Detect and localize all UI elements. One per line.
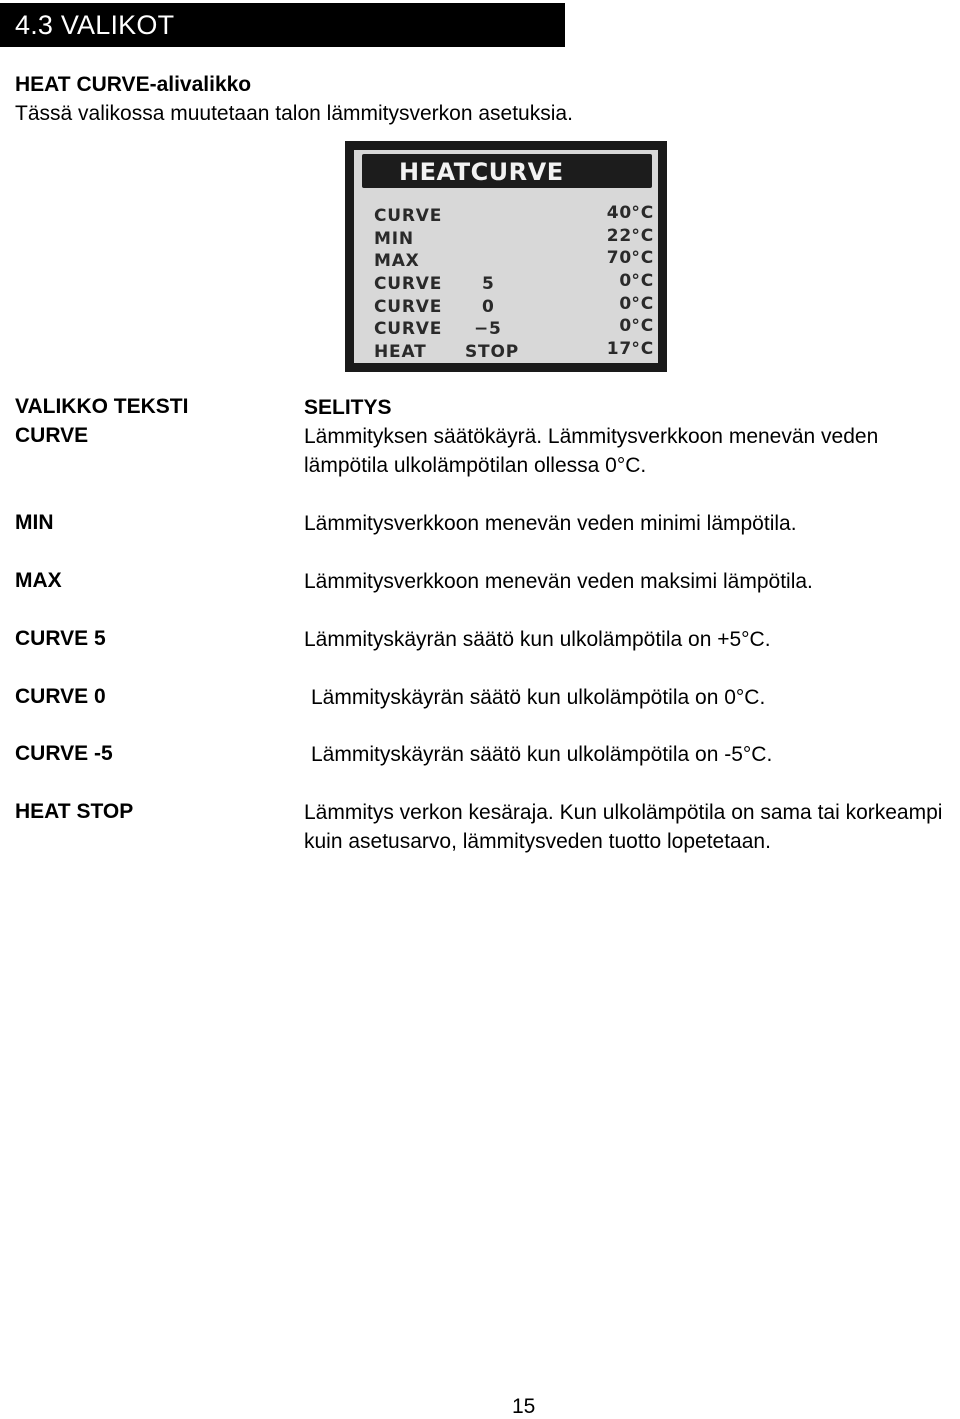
table-row-item: CURVE 0 [15,685,106,708]
lcd-row-value: 0 [619,271,632,291]
lcd-row-label: HEAT [374,342,427,362]
lcd-row-label: CURVE [374,274,443,294]
lcd-row-value: 17 [606,339,632,359]
celsius-icon: °C [631,294,654,314]
lcd-row [374,294,654,319]
lcd-row-param: 0 [482,297,495,317]
celsius-icon: °C [631,248,654,268]
section-title: 4.3 VALIKOT [15,10,175,40]
table-row-description: Lämmitysverkkoon menevän veden maksimi lämpötila. [304,570,813,593]
submenu-heading: HEAT CURVE-alivalikko [15,73,252,96]
lcd-row-value: 0 [619,294,632,314]
submenu-intro: Tässä valikossa muutetaan talon lämmitysverkon asetuksia. [15,102,573,125]
lcd-row [374,339,654,364]
section-title-bar [0,3,565,47]
celsius-icon: °C [631,271,654,291]
table-row-description: Lämmityskäyrän säätö kun ulkolämpötila on -5°C. [311,743,773,766]
celsius-icon: °C [631,203,654,223]
table-row-item: MIN [15,511,54,534]
table-row-item: CURVE [15,424,89,447]
table-header-menu-text: VALIKKO TEKSTI [15,395,189,418]
lcd-row [374,316,654,341]
lcd-title-bar [362,154,652,188]
lcd-row [374,271,654,296]
table-row-description: Lämmityskäyrän säätö kun ulkolämpötila on 0°C. [311,686,766,709]
lcd-row-value: 0 [619,316,632,336]
lcd-screen [345,141,667,372]
lcd-row-label: MIN [374,229,414,249]
lcd-row-param: −5 [474,319,502,339]
table-row-description: Lämmityskäyrän säätö kun ulkolämpötila on +5°C. [304,628,771,651]
lcd-display-area [354,150,658,363]
celsius-icon: °C [631,339,654,359]
celsius-icon: °C [631,226,654,246]
lcd-row-label: CURVE [374,297,443,317]
table-row-item: MAX [15,569,62,592]
lcd-row-param: 5 [482,274,495,294]
lcd-row-value: 22 [606,226,632,246]
table-row-item: HEAT STOP [15,800,134,823]
lcd-row-label: CURVE [374,319,443,339]
lcd-row [374,203,654,228]
table-row-description: Lämmityksen säätökäyrä. Lämmitysverkkoon menevän veden lämpötila ulkolämpötilan ollessa 0°C. [304,425,879,477]
table-header-description: SELITYS [304,396,392,419]
lcd-row-label: MAX [374,251,420,271]
table-row-item: CURVE -5 [15,742,113,765]
lcd-row-value: 40 [606,203,632,223]
table-row-description: Lämmitysverkkoon menevän veden minimi lämpötila. [304,512,797,535]
lcd-title: HEATCURVE [399,158,564,186]
table-row-description: Lämmitys verkon kesäraja. Kun ulkolämpötila on sama tai korkeampi kuin asetusarvo, lämmitysveden tuotto lopetetaan. [304,801,943,853]
lcd-row [374,248,654,273]
lcd-row-label: CURVE [374,206,443,226]
celsius-icon: °C [631,316,654,336]
table-row-item: CURVE 5 [15,627,106,650]
lcd-row-param: STOP [465,342,519,362]
page-number: 15 [512,1395,536,1418]
lcd-row-value: 70 [606,248,632,268]
